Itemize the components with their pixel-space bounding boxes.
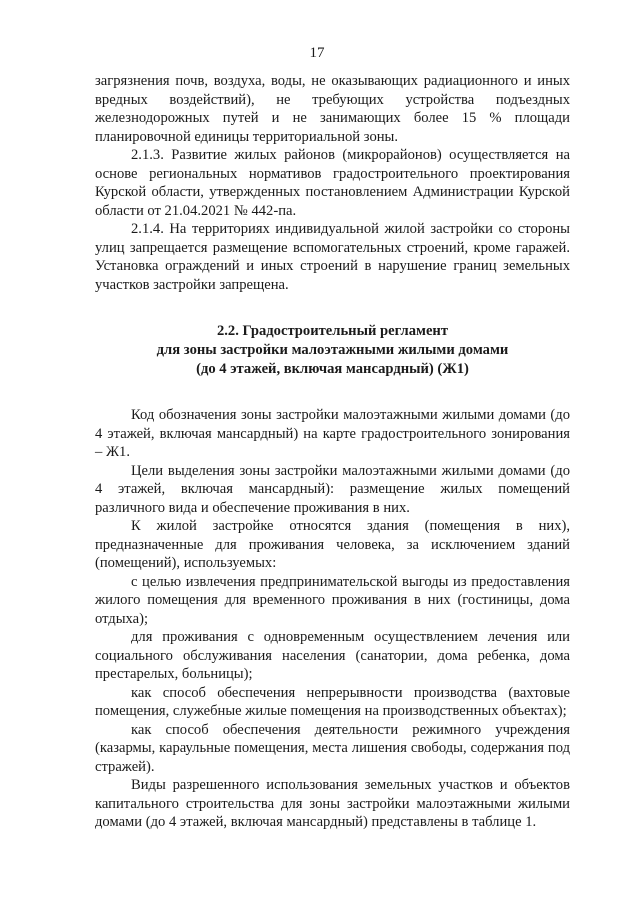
paragraph-residential-definition: К жилой застройке относятся здания (помещения в них), предназначенные для проживания человека, за исключением зданий (помещений), используемых: [95,518,570,572]
paragraph-exclusion-production: как способ обеспечения непрерывности производства (вахтовые помещения, служебные жилые помещения на производственных объектах); [95,684,570,720]
section-heading-line-3: (до 4 этажей, включая мансардный) (Ж1) [196,360,469,377]
section-heading-line-1: 2.2. Градостроительный регламент [216,323,448,339]
page-content [95,72,570,832]
paragraph-2-1-4: 2.1.4. На территориях индивидуальной жилой застройки со стороны улиц запрещается размещение вспомогательных строений, кроме гаражей. Установка ограждений и иных строений в нарушение границ земельных участков застройки запрещена. [95,221,570,293]
section-heading-line-2: для зоны застройки малоэтажными жилыми домами [156,341,509,358]
paragraph-continuation: загрязнения почв, воздуха, воды, не оказывающих радиационного и иных вредных воздействий), не требующих устройства подъездных железнодорожных путей и не занимающих более 15 % площади планировочной единицы территориальной зоны. [95,73,570,145]
paragraph-table-reference: Виды разрешенного использования земельных участков и объектов капитального строительства для зоны застройки малоэтажными жилыми домами (до 4 этажей, включая мансардный) представлены в таблице 1. [95,777,570,831]
section-heading [95,322,570,378]
page-number: 17 [309,45,325,61]
paragraph-exclusion-regime: как способ обеспечения деятельности режимного учреждения (казармы, караульные помещения, места лишения свободы, содержания под стражей). [95,721,570,775]
paragraph-exclusion-commercial: с целью извлечения предпринимательской выгоды из предоставления жилого помещения для временного проживания в них (гостиницы, дома отдыха); [95,573,570,627]
paragraph-exclusion-medical: для проживания с одновременным осуществлением лечения или социального обслуживания населения (санатории, дома ребенка, дома престарелых, больницы); [95,629,570,683]
paragraph-zone-goals: Цели выделения зоны застройки малоэтажными жилыми домами (до 4 этажей, включая мансардный): размещение жилых помещений различного вида и обеспечение проживания в них. [95,462,570,516]
paragraph-zone-code: Код обозначения зоны застройки малоэтажными жилыми домами (до 4 этажей, включая мансардный) на карте градостроительного зонирования – Ж1. [95,407,570,461]
paragraph-2-1-3: 2.1.3. Развитие жилых районов (микрорайонов) осуществляется на основе региональных нормативов градостроительного проектирования Курской области, утвержденных постановлением Администрации Курской области от 21.04.2021 № 442-па. [95,147,570,219]
